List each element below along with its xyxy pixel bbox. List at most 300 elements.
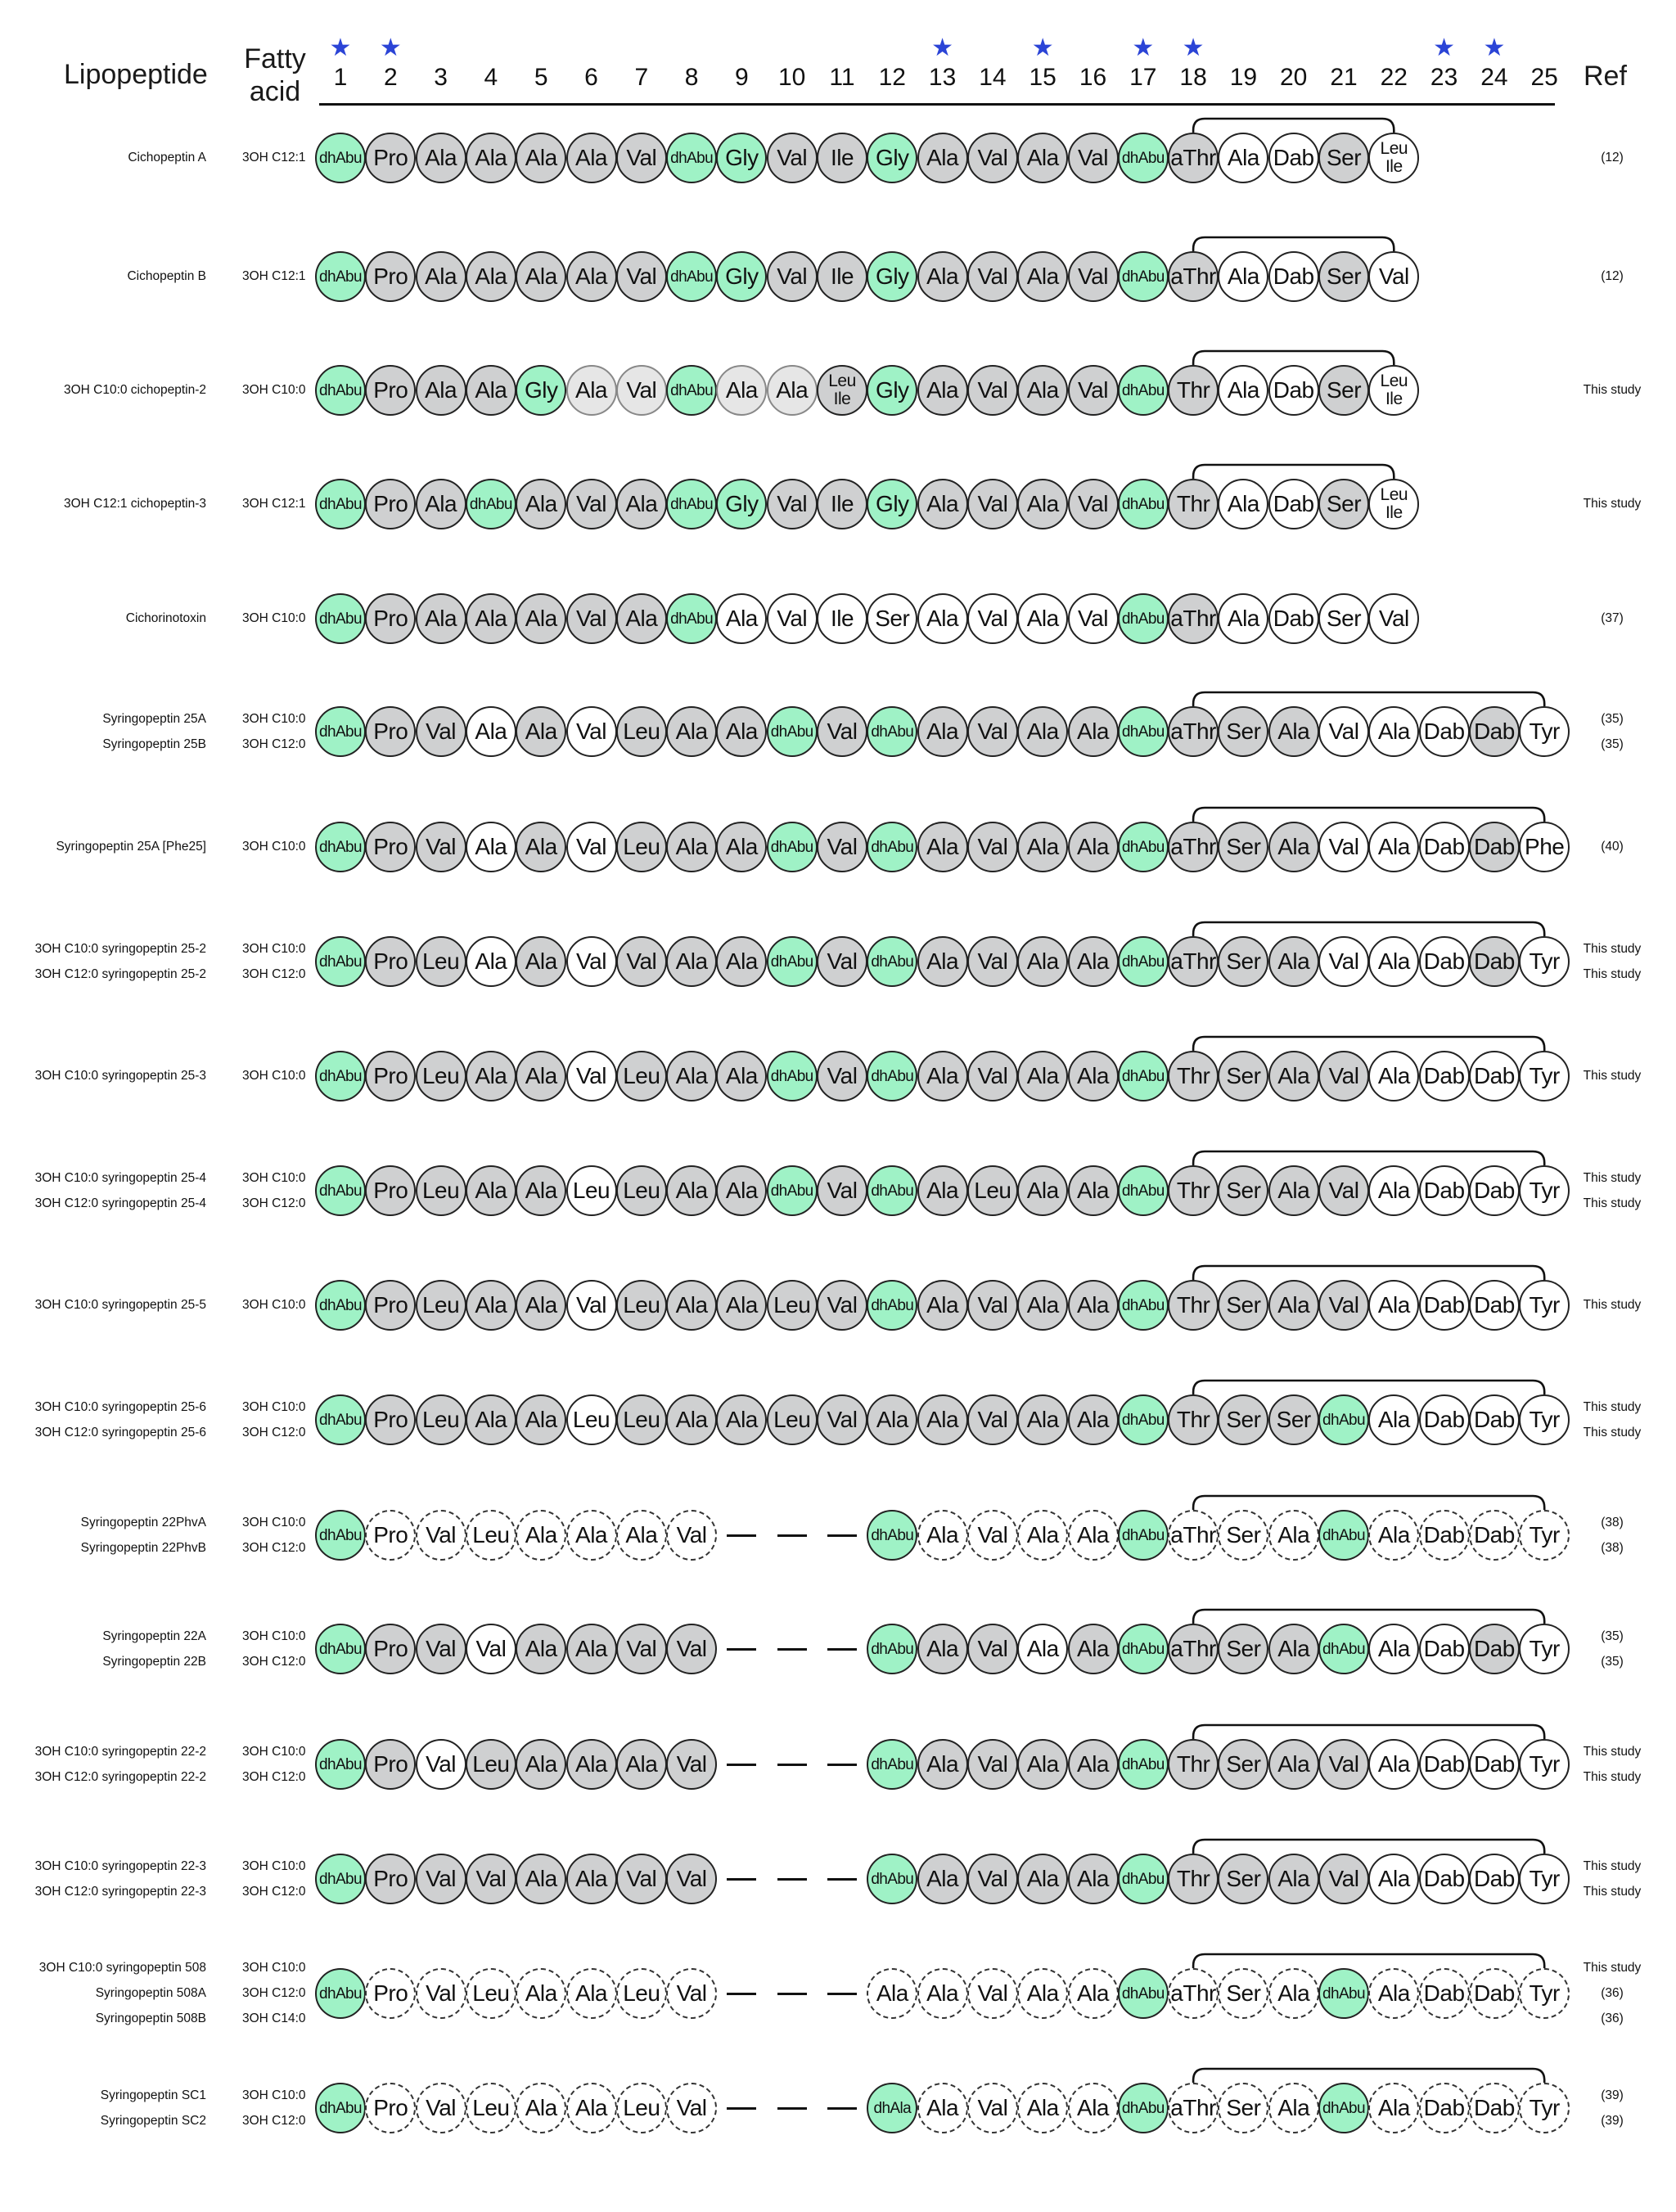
residue-circle: Leu	[616, 1968, 667, 2019]
position-number: 12	[878, 64, 906, 91]
residue-circle: dhAbu	[666, 251, 717, 302]
residue-circle: Val	[967, 251, 1018, 302]
residue-circle: Dab	[1419, 1739, 1470, 1790]
residue-circle: Ala	[466, 251, 516, 302]
residue-circle: Gly	[716, 251, 767, 302]
gap-dash	[777, 1534, 807, 1537]
residue-circle: Ala	[1017, 1624, 1068, 1674]
residue-circle: Ile	[817, 133, 867, 183]
residue-circle: Ile	[817, 593, 867, 644]
residue-circle	[1368, 479, 1419, 529]
fatty-acid-label: 3OH C10:0	[242, 2088, 306, 2102]
residue-circle: Ala	[1368, 2083, 1419, 2133]
residue-circle: aThr	[1168, 1624, 1219, 1674]
residue-circle: Val	[666, 1739, 717, 1790]
residue-circle: Ala	[1068, 1854, 1119, 1904]
residue-circle: aThr	[1168, 593, 1219, 644]
residue-circle: dhAbu	[315, 133, 366, 183]
residue-circle: Ala	[716, 1165, 767, 1216]
reference-label: This study	[1583, 1769, 1642, 1784]
lipopeptide-name: 3OH C10:0 syringopeptin 25-5	[34, 1298, 206, 1312]
residue-circle: Ser	[1218, 1165, 1268, 1216]
residue-circle: Ala	[1368, 936, 1419, 987]
residue-circle: Ala	[1368, 1968, 1419, 2019]
residue-circle: dhAbu	[1118, 1165, 1169, 1216]
residue-circle: Ala	[566, 365, 617, 416]
residue-circle: Thr	[1168, 1165, 1219, 1216]
residue-circle: Val	[1318, 1051, 1369, 1101]
residue-circle: Ala	[516, 1968, 566, 2019]
gap-dash	[827, 1534, 857, 1537]
residue-circle: Ala	[1017, 479, 1068, 529]
residue-circle: dhAbu	[867, 706, 917, 757]
position-number: 17	[1129, 64, 1157, 91]
reference-label: This study	[1583, 941, 1642, 956]
residue-circle: dhAbu	[767, 822, 818, 872]
residue-circle: Ala	[1268, 1854, 1319, 1904]
position-number: 16	[1079, 64, 1107, 91]
residue-circle: Ala	[1017, 251, 1068, 302]
fatty-acid-label: 3OH C12:0	[242, 966, 306, 981]
residue-circle: Ala	[616, 479, 667, 529]
residue-circle: Ala	[516, 706, 566, 757]
residue-circle: Ala	[1368, 1394, 1419, 1445]
residue-circle: Ala	[917, 1280, 968, 1331]
residue-circle: Ala	[1368, 1854, 1419, 1904]
residue-circle: Ser	[1318, 479, 1369, 529]
residue-circle: Dab	[1469, 1165, 1520, 1216]
lipopeptide-name: 3OH C12:0 syringopeptin 25-4	[34, 1196, 206, 1210]
residue-circle: Val	[1318, 822, 1369, 872]
residue-circle: Ala	[566, 1510, 617, 1561]
residue-circle: Ala	[1068, 1510, 1119, 1561]
residue-circle: Ile	[817, 479, 867, 529]
residue-circle: Ser	[1318, 251, 1369, 302]
star-icon: ★	[1483, 34, 1506, 61]
residue-circle: Val	[416, 1510, 466, 1561]
residue-circle: Ala	[917, 706, 968, 757]
residue-circle: dhAbu	[1118, 251, 1169, 302]
residue-circle: Ser	[1218, 1968, 1268, 2019]
lipopeptide-name: Syringopeptin 22A	[102, 1629, 206, 1643]
residue-circle: dhAbu	[1118, 593, 1169, 644]
residue-circle: Val	[967, 479, 1018, 529]
residue-circle: Dab	[1469, 822, 1520, 872]
lipopeptide-name: 3OH C12:0 syringopeptin 22-3	[34, 1884, 206, 1899]
residue-circle: Ala	[466, 1394, 516, 1445]
residue-circle: Ala	[416, 365, 466, 416]
residue-circle: Ala	[1017, 1165, 1068, 1216]
residue-circle: Ala	[716, 593, 767, 644]
residue-circle: Ala	[716, 706, 767, 757]
position-number: 10	[778, 64, 806, 91]
residue-circle: dhAbu	[315, 1165, 366, 1216]
position-number: 9	[735, 64, 749, 91]
residue-circle: Ala	[1368, 1280, 1419, 1331]
residue-circle: Val	[1318, 1854, 1369, 1904]
residue-circle: Phe	[1519, 822, 1570, 872]
reference-label: (35)	[1601, 1654, 1624, 1669]
residue-circle: Dab	[1469, 1968, 1520, 2019]
fatty-acid-label: 3OH C10:0	[242, 1629, 306, 1643]
residue-circle: Ala	[1218, 365, 1268, 416]
residue-circle: aThr	[1168, 133, 1219, 183]
gap-dash	[727, 1878, 756, 1881]
residue-circle: Pro	[365, 2083, 416, 2133]
residue-circle: Ala	[716, 365, 767, 416]
gap-dash	[777, 1993, 807, 1995]
fatty-acid-label: 3OH C14:0	[242, 2012, 306, 2025]
position-number: 2	[383, 64, 398, 91]
residue-circle: Val	[967, 1394, 1018, 1445]
position-number: 3	[434, 64, 448, 91]
residue-circle: Val	[817, 822, 867, 872]
residue-circle: aThr	[1168, 251, 1219, 302]
residue-circle: Ala	[1268, 706, 1319, 757]
position-number: 22	[1380, 64, 1408, 91]
residue-circle: dhAbu	[867, 822, 917, 872]
star-icon: ★	[329, 34, 352, 61]
residue-circle: Val	[616, 133, 667, 183]
residue-circle: Ala	[1068, 706, 1119, 757]
residue-circle: Ala	[917, 822, 968, 872]
residue-circle: Ala	[1368, 1739, 1419, 1790]
residue-circle: Val	[416, 1968, 466, 2019]
residue-circle: Dab	[1419, 1280, 1470, 1331]
gap-dash	[827, 2107, 857, 2110]
residue-circle: Leu	[566, 1394, 617, 1445]
residue-circle: Ala	[1017, 593, 1068, 644]
residue-circle: Dab	[1469, 1510, 1520, 1561]
residue-circle: Ala	[917, 1051, 968, 1101]
lipopeptide-name: 3OH C10:0 syringopeptin 25-3	[34, 1069, 206, 1083]
reference-label: (35)	[1601, 737, 1624, 751]
residue-circle: dhAla	[867, 2083, 917, 2133]
header-lipopeptide: Lipopeptide	[64, 59, 208, 90]
residue-circle: Val	[767, 479, 818, 529]
residue-circle: Ser	[1218, 2083, 1268, 2133]
star-icon: ★	[1182, 34, 1205, 61]
residue-circle: Ala	[616, 1510, 667, 1561]
residue-circle: Pro	[365, 936, 416, 987]
residue-circle: Ala	[1017, 1739, 1068, 1790]
residue-circle: Ala	[716, 1394, 767, 1445]
reference-label: This study	[1583, 966, 1642, 981]
reference-label: (36)	[1601, 1986, 1624, 2000]
residue-circle: Val	[767, 251, 818, 302]
cyclization-bracket	[1193, 351, 1394, 365]
residue-circle: Ala	[1017, 706, 1068, 757]
residue-circle: Leu	[616, 822, 667, 872]
residue-circle: Val	[967, 2083, 1018, 2133]
residue-circle: Val	[967, 1854, 1018, 1904]
residue-circle: Ala	[466, 1165, 516, 1216]
header-fatty-acid	[230, 45, 320, 106]
cyclization-bracket	[1193, 1610, 1544, 1624]
residue-circle: Leu	[416, 936, 466, 987]
residue-circle: Val	[416, 1739, 466, 1790]
cyclization-bracket	[1193, 1151, 1544, 1165]
residue-circle: Val	[817, 706, 867, 757]
residue-circle: Ala	[666, 706, 717, 757]
residue-circle: Ala	[1068, 1394, 1119, 1445]
residue-circle: Ala	[1068, 1165, 1119, 1216]
residue-circle: Ala	[466, 822, 516, 872]
residue-circle: dhAbu	[315, 1280, 366, 1331]
residue-circle: Gly	[716, 479, 767, 529]
fatty-acid-label: 3OH C10:0	[242, 711, 306, 726]
residue-circle: Dab	[1419, 1854, 1470, 1904]
residue-circle: Pro	[365, 1280, 416, 1331]
residue-circle: Dab	[1419, 706, 1470, 757]
residue-circle: Pro	[365, 1510, 416, 1561]
lipopeptide-name: Syringopeptin SC2	[100, 2113, 206, 2128]
reference-label: (35)	[1601, 711, 1624, 726]
residue-circle: Ala	[466, 365, 516, 416]
residue-circle: Val	[416, 706, 466, 757]
residue-circle: Leu	[466, 1739, 516, 1790]
cyclization-bracket	[1193, 1496, 1544, 1510]
cyclization-bracket	[1193, 237, 1394, 251]
residue-circle: Val	[817, 936, 867, 987]
residue-circle: Val	[666, 2083, 717, 2133]
residue-circle: Ala	[1068, 1739, 1119, 1790]
residue-circle: dhAbu	[867, 1510, 917, 1561]
residue-circle: Ala	[1017, 1968, 1068, 2019]
residue-circle: Ser	[1218, 1280, 1268, 1331]
position-number: 6	[584, 64, 598, 91]
residue-circle: Ala	[666, 936, 717, 987]
residue-circle: Ala	[1368, 822, 1419, 872]
residue-circle: Ala	[566, 1624, 617, 1674]
fatty-acid-label: 3OH C12:1	[242, 269, 306, 283]
residue-circle: Val	[416, 822, 466, 872]
residue-circle: Gly	[867, 365, 917, 416]
residue-circle: dhAbu	[767, 1165, 818, 1216]
fatty-acid-label: 3OH C10:0	[242, 1298, 306, 1312]
residue-circle: dhAbu	[1118, 1739, 1169, 1790]
residue-circle: dhAbu	[1118, 1051, 1169, 1101]
residue-circle: dhAbu	[1118, 2083, 1169, 2133]
reference-label: This study	[1583, 1858, 1642, 1873]
lipopeptide-name: Syringopeptin 25B	[102, 737, 206, 751]
residue-circle: dhAbu	[1318, 1968, 1369, 2019]
residue-circle: Ala	[466, 706, 516, 757]
residue-circle: Dab	[1268, 479, 1319, 529]
residue-circle: Ala	[566, 1854, 617, 1904]
reference-label: (39)	[1601, 2113, 1624, 2128]
residue-circle: Ala	[416, 133, 466, 183]
residue-circle: Dab	[1268, 365, 1319, 416]
position-number: 19	[1229, 64, 1258, 91]
residue-circle: Val	[1068, 593, 1119, 644]
residue-circle: Ala	[666, 1165, 717, 1216]
residue-circle: Val	[1318, 936, 1369, 987]
lipopeptide-name: 3OH C10:0 syringopeptin 22-2	[34, 1744, 206, 1759]
residue-circle: Thr	[1168, 479, 1219, 529]
residue-circle: Ala	[1368, 706, 1419, 757]
residue-circle: aThr	[1168, 1968, 1219, 2019]
residue-circle: Pro	[365, 1165, 416, 1216]
cyclization-bracket	[1193, 922, 1544, 936]
residue-circle: Ala	[1068, 1968, 1119, 2019]
residue-circle: Ala	[917, 593, 968, 644]
residue-circle: Ala	[566, 1739, 617, 1790]
residue-circle: Thr	[1168, 1739, 1219, 1790]
residue-circle: Val	[967, 706, 1018, 757]
residue-circle: Thr	[1168, 1051, 1219, 1101]
residue-circle: Val	[666, 1854, 717, 1904]
residue-circle	[1368, 133, 1419, 183]
residue-circle: dhAbu	[1318, 1624, 1369, 1674]
lipopeptide-name: 3OH C10:0 cichopeptin-2	[63, 383, 206, 397]
residue-circle: Ala	[917, 1854, 968, 1904]
residue-circle: Pro	[365, 1051, 416, 1101]
residue-label: Ile	[833, 390, 851, 408]
residue-circle: Ser	[1218, 1624, 1268, 1674]
residue-circle: Ser	[1218, 822, 1268, 872]
residue-circle: Val	[1068, 365, 1119, 416]
residue-circle: dhAbu	[666, 593, 717, 644]
residue-circle: Val	[967, 593, 1018, 644]
residue-circle: Ala	[917, 1394, 968, 1445]
reference-label: (38)	[1601, 1540, 1624, 1555]
residue-circle: Pro	[365, 1624, 416, 1674]
header-ref: Ref	[1584, 61, 1627, 92]
residue-circle: Ala	[1017, 2083, 1068, 2133]
reference-label: This study	[1583, 383, 1642, 397]
lipopeptide-name: Cichopeptin B	[127, 269, 206, 283]
residue-circle: Val	[817, 1394, 867, 1445]
residue-circle: Ala	[1017, 936, 1068, 987]
residue-circle: Tyr	[1519, 1968, 1570, 2019]
residue-circle: Leu	[616, 1280, 667, 1331]
residue-circle: Dab	[1268, 251, 1319, 302]
residue-circle: Val	[616, 1624, 667, 1674]
fatty-acid-label: 3OH C12:1	[242, 151, 306, 164]
residue-circle: dhAbu	[666, 133, 717, 183]
residue-circle: Val	[466, 1624, 516, 1674]
residue-circle: Ala	[917, 1624, 968, 1674]
residue-circle: Ala	[516, 1739, 566, 1790]
residue-circle: Ser	[1318, 365, 1369, 416]
position-number: 15	[1029, 64, 1057, 91]
residue-circle: Ser	[1268, 1394, 1319, 1445]
residue-circle: Ala	[1017, 1051, 1068, 1101]
residue-circle: Val	[1368, 593, 1419, 644]
reference-label: (36)	[1601, 2012, 1624, 2025]
lipopeptide-name: Syringopeptin 22PhvA	[80, 1515, 206, 1529]
residue-circle: dhAbu	[1318, 2083, 1369, 2133]
residue-circle: Ala	[1068, 2083, 1119, 2133]
residue-label: Ile	[1385, 503, 1403, 522]
lipopeptide-name: 3OH C10:0 syringopeptin 22-3	[34, 1858, 206, 1873]
fatty-acid-label: 3OH C10:0	[242, 1961, 306, 1975]
residue-circle: Val	[566, 822, 617, 872]
residue-circle: Thr	[1168, 1854, 1219, 1904]
residue-circle	[1368, 365, 1419, 416]
gap-dash	[777, 1764, 807, 1766]
residue-circle: Tyr	[1519, 1051, 1570, 1101]
residue-circle: Ala	[466, 1051, 516, 1101]
star-icon: ★	[931, 34, 954, 61]
residue-circle: Ala	[1068, 822, 1119, 872]
residue-circle: dhAbu	[315, 1968, 366, 2019]
reference-label: This study	[1583, 1744, 1642, 1759]
lipopeptide-name: 3OH C10:0 syringopeptin 25-2	[34, 941, 206, 956]
position-number: 25	[1530, 64, 1558, 91]
header-rule	[319, 103, 1555, 106]
residue-circle: Val	[767, 593, 818, 644]
residue-circle: Ala	[917, 1968, 968, 2019]
fatty-acid-label: 3OH C10:0	[242, 1744, 306, 1759]
residue-circle: dhAbu	[666, 479, 717, 529]
residue-circle: dhAbu	[867, 1165, 917, 1216]
residue-circle: Thr	[1168, 365, 1219, 416]
residue-label: Leu	[828, 372, 856, 390]
residue-circle: aThr	[1168, 936, 1219, 987]
residue-circle: dhAbu	[315, 593, 366, 644]
residue-circle: Leu	[466, 2083, 516, 2133]
residue-circle: Val	[817, 1051, 867, 1101]
fatty-acid-label: 3OH C10:0	[242, 1858, 306, 1873]
cyclization-bracket	[1193, 1725, 1544, 1739]
residue-circle: dhAbu	[1118, 936, 1169, 987]
residue-circle: Dab	[1419, 822, 1470, 872]
residue-circle: Val	[666, 1624, 717, 1674]
residue-circle: Val	[566, 1280, 617, 1331]
residue-circle: Leu	[416, 1165, 466, 1216]
residue-circle: Ala	[516, 2083, 566, 2133]
residue-circle: Ala	[917, 936, 968, 987]
residue-circle: Ala	[1218, 479, 1268, 529]
lipopeptide-name: 3OH C12:0 syringopeptin 22-2	[34, 1769, 206, 1784]
residue-circle: dhAbu	[315, 1739, 366, 1790]
residue-circle: dhAbu	[1118, 706, 1169, 757]
residue-circle: Val	[566, 593, 617, 644]
residue-circle: Val	[616, 251, 667, 302]
gap-dash	[827, 1993, 857, 1995]
residue-circle: Tyr	[1519, 936, 1570, 987]
position-number: 24	[1480, 64, 1508, 91]
cyclization-bracket	[1193, 465, 1394, 479]
residue-circle: Tyr	[1519, 1394, 1570, 1445]
residue-circle: Gly	[867, 479, 917, 529]
residue-circle: Dab	[1469, 1051, 1520, 1101]
residue-circle: Pro	[365, 822, 416, 872]
residue-circle: Ser	[1218, 1739, 1268, 1790]
cyclization-bracket	[1193, 692, 1544, 706]
reference-label: (40)	[1601, 840, 1624, 854]
residue-circle: Dab	[1469, 1280, 1520, 1331]
reference-label: This study	[1583, 1884, 1642, 1899]
residue-circle: Ile	[817, 251, 867, 302]
residue-circle: Val	[666, 1968, 717, 2019]
residue-circle: Ala	[917, 365, 968, 416]
residue-circle: dhAbu	[315, 479, 366, 529]
residue-circle: Ala	[416, 251, 466, 302]
residue-circle: Dab	[1419, 936, 1470, 987]
residue-circle: Pro	[365, 706, 416, 757]
residue-circle: dhAbu	[1118, 1394, 1169, 1445]
fatty-acid-label: 3OH C10:0	[242, 1170, 306, 1185]
star-icon: ★	[1433, 34, 1456, 61]
residue-circle: Val	[967, 133, 1018, 183]
residue-circle: Ser	[1218, 1510, 1268, 1561]
residue-circle: dhAbu	[1118, 1624, 1169, 1674]
residue-circle: Ala	[666, 1280, 717, 1331]
residue-circle: aThr	[1168, 822, 1219, 872]
